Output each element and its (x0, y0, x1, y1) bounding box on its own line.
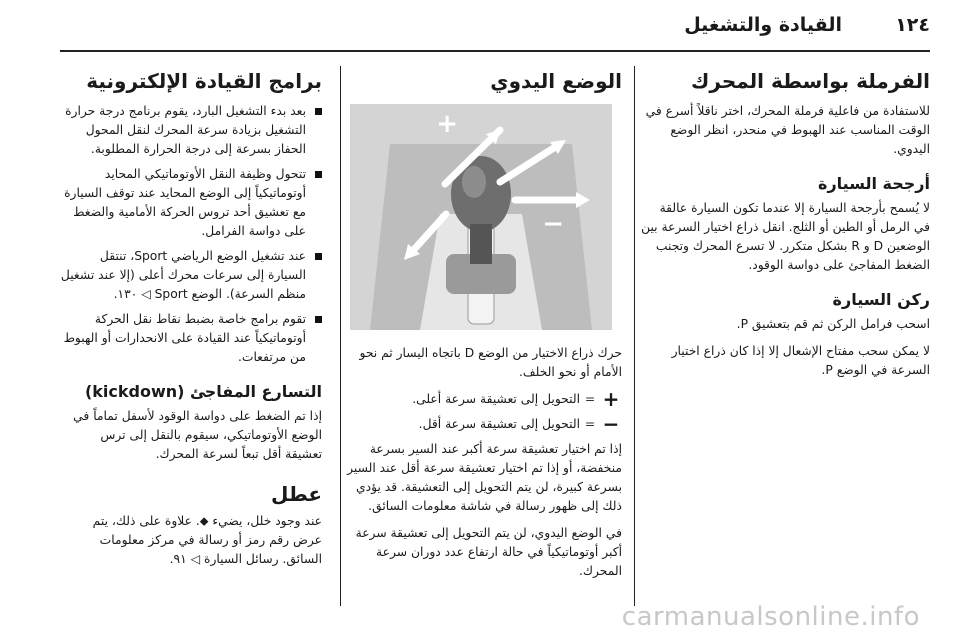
header-rule (60, 50, 930, 52)
minus-symbol: − (602, 412, 620, 436)
manual-mode-text-3: في الوضع اليدوي، لن يتم التحويل إلى تعشيقة سرعة أكبر أوتوماتيكياً في حالة ارتفاع عدد دوران سرعة المحرك. (355, 526, 622, 578)
left-column (60, 68, 322, 602)
electronic-programs-list (60, 102, 322, 367)
fault-heading: عطل (271, 482, 322, 506)
equals-sign: = (584, 392, 596, 406)
rocking-heading: أرجحة السيارة (818, 174, 930, 193)
engine-braking-text: للاستفادة من فاعلية فرملة المحرك، اختر ناقلاً أسرع في الوقت المناسب عند الهبوط في منحدر، انظر الوضع اليدوي. (645, 104, 930, 156)
plus-symbol: + (602, 387, 620, 411)
manual-mode-text-1: حرك ذراع الاختيار من الوضع D باتجاه اليسار ثم نحو الأمام أو نحو الخلف. (359, 346, 622, 379)
downshift-row (340, 412, 622, 436)
page-number: ١٢٤ (895, 14, 930, 36)
svg-text:+: + (436, 109, 458, 139)
manual-mode-heading: الوضع اليدوي (490, 69, 622, 93)
bullet-square-icon (315, 108, 322, 115)
equals-sign: = (584, 417, 596, 431)
electronic-programs-heading: برامج القيادة الإلكترونية (86, 69, 322, 93)
bullet-square-icon (315, 253, 322, 260)
rocking-text: لا يُسمح بأرجحة السيارة إلا عندما تكون السيارة عالقة في الرمل أو الطين أو الثلج. انقل ذراع اختيار السرعة بين الوضعين D و R بشكل متكرر. لا تسرع المحرك وتجنب الضغط المفاجئ على دواسة الوقود. (641, 201, 930, 272)
middle-column (340, 68, 622, 602)
page-title: القيادة والتشغيل (684, 14, 842, 36)
gear-lever-illustration (350, 104, 612, 330)
fault-text: عند وجود خلل، يضيء ⬥. علاوة على ذلك، يتم عرض رقم رمز أو رسالة في مركز معلومات السائق. رسائل السيارة ◁ ٩١. (92, 514, 322, 566)
manual-mode-text-2: إذا تم اختيار تعشيقة سرعة أكبر عند السير بسرعة منخفضة، أو إذا تم اختيار تعشيقة سرعة أقل عند السير بسرعة كبيرة، لن يتم التحويل إلى التعشيقة. قد يؤدي ذلك إلى ظهور رسالة في شاشة معلومات السائق. (347, 442, 622, 513)
parking-heading: ركن السيارة (832, 290, 930, 309)
gear-lever-photo (350, 104, 612, 330)
downshift-text: التحويل إلى تعشيقة سرعة أقل. (418, 417, 580, 431)
parking-text-2: لا يمكن سحب مفتاح الإشعال إلا إذا كان ذراع اختيار السرعة في الوضع P. (671, 344, 930, 377)
list-item: تتحول وظيفة النقل الأوتوماتيكي المحايد أوتوماتيكياً إلى الوضع المحايد عند توقف السيارة مع تعشيق أحد تروس الحركة الأمامية والضغط على دواسة الفرامل. (60, 165, 322, 241)
watermark: carmanualsonline.info (621, 602, 920, 632)
kickdown-text: إذا تم الضغط على دواسة الوقود لأسفل تماماً في الوضع الأوتوماتيكي، سيقوم بالنقل إلى ترس تعشيقة أقل تبعاً لسرعة المحرك. (73, 409, 322, 461)
upshift-row (340, 387, 622, 411)
column-divider-right (634, 66, 635, 606)
bullet-square-icon (315, 171, 322, 178)
parking-text-1: اسحب فرامل الركن ثم قم بتعشيق P. (736, 317, 930, 331)
right-column (640, 68, 930, 602)
bullet-square-icon (315, 316, 322, 323)
svg-text:−: − (542, 209, 564, 239)
list-item: تقوم برامج خاصة بضبط نقاط نقل الحركة أوتوماتيكياً عند القيادة على الانحدارات أو الهبوط من مرتفعات. (60, 310, 322, 367)
list-item: عند تشغيل الوضع الرياضي Sport، تنتقل السيارة إلى سرعات محرك أعلى (إلا عند تشغيل منظم السرعة). الوضع Sport ◁ ١٣٠. (60, 247, 322, 304)
kickdown-heading: التسارع المفاجئ (kickdown) (84, 382, 322, 401)
engine-braking-heading: الفرملة بواسطة المحرك (691, 69, 930, 93)
upshift-text: التحويل إلى تعشيقة سرعة أعلى. (412, 392, 580, 406)
list-item: بعد بدء التشغيل البارد، يقوم برنامج درجة حرارة التشغيل بزيادة سرعة المحرك لنقل المحول الحفاز بسرعة إلى درجة الحرارة المطلوبة. (60, 102, 322, 159)
page-header (0, 0, 960, 56)
